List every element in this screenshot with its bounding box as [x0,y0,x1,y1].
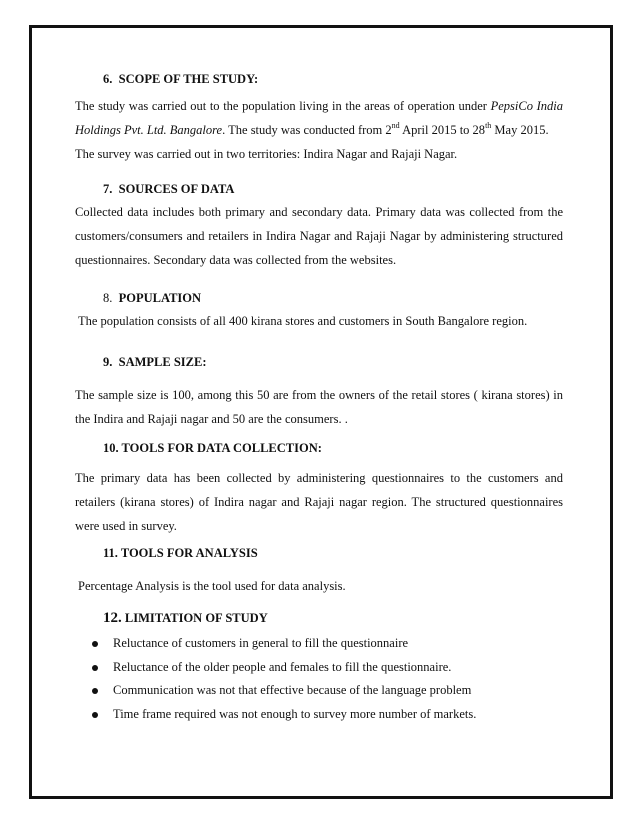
population-paragraph [78,309,566,333]
text-line: were used in survey. [75,519,177,534]
bullet-icon [92,688,98,694]
text-line [75,94,563,118]
text-span: April 2015 to 28 [399,123,486,138]
heading-limitation [103,610,268,627]
text-span: . The study was conducted from 2 [222,123,392,138]
limitation-list [92,632,476,727]
list-item [92,632,476,656]
company-name: PepsiCo India [490,99,563,113]
heading-number: 9. [103,355,113,369]
list-item-text: Reluctance of customers in general to fill the questionnaire [113,636,409,650]
bullet-icon [92,712,98,718]
heading-tools-analysis [103,546,258,561]
heading-scope [103,72,258,87]
heading-title: SOURCES OF DATA [118,182,235,196]
text-line: The primary data has been collected by administering questionnaires to the customers and [75,471,563,485]
heading-title: SCOPE OF THE STUDY: [118,72,259,86]
text-line: customers/consumers and retailers in Indira Nagar and Rajaji Nagar by administering structured [75,229,563,244]
text-line: The sample size is 100, among this 50 are from the owners of the retail stores ( kirana stores) in [75,388,563,402]
text-line: Percentage Analysis is the tool used for data analysis. [78,579,346,593]
text-line: the Indira and Rajaji nagar and 50 are the consumers. . [75,412,348,427]
tools-collection-paragraph [75,466,563,539]
heading-number: 8. [103,291,113,305]
heading-number: 11. [103,546,118,560]
text-line [75,118,563,142]
text-line: The survey was carried out in two territories: Indira Nagar and Rajaji Nagar. [75,147,458,162]
sample-paragraph [75,383,563,431]
text-line: questionnaires. Secondary data was collected from the websites. [75,253,397,268]
bullet-icon [92,665,98,671]
tools-analysis-paragraph [78,574,566,598]
heading-title: TOOLS FOR DATA COLLECTION: [121,441,322,455]
heading-number: 6. [103,72,113,86]
bullet-icon [92,641,98,647]
list-item [92,656,476,680]
text-line: retailers (kirana stores) of Indira nagar and Rajaji nagar region. The structured questionnaires [75,495,563,510]
list-item-text: Communication was not that effective because of the language problem [113,683,472,698]
heading-number: 12. [103,610,122,626]
text-line: Collected data includes both primary and secondary data. Primary data was collected from the [75,205,563,219]
heading-number: 7. [103,182,113,196]
list-item [92,679,476,703]
heading-sample-size [103,355,207,370]
heading-population [103,291,201,306]
ordinal-suffix: nd [391,121,400,131]
sources-paragraph [75,200,563,273]
heading-sources [103,182,234,197]
heading-number: 10. [103,441,119,455]
list-item-text: Time frame required was not enough to survey more number of markets. [113,707,477,722]
text-line: The population consists of all 400 kirana stores and customers in South Bangalore region. [78,314,528,328]
heading-title: SAMPLE SIZE: [118,355,207,369]
list-item [92,703,476,727]
heading-tools-collection [103,441,322,456]
company-name: Holdings Pvt. Ltd. Bangalore [75,123,223,138]
text-span: The study was carried out to the population living in the areas of operation under [75,99,487,113]
heading-title: POPULATION [118,291,202,305]
ordinal-suffix: th [485,121,492,131]
heading-title: LIMITATION OF STUDY [124,611,268,625]
scope-paragraph [75,94,563,167]
list-item-text: Reluctance of the older people and females to fill the questionnaire. [113,659,452,674]
text-span: May 2015. [491,123,549,138]
heading-title: TOOLS FOR ANALYSIS [120,546,258,560]
